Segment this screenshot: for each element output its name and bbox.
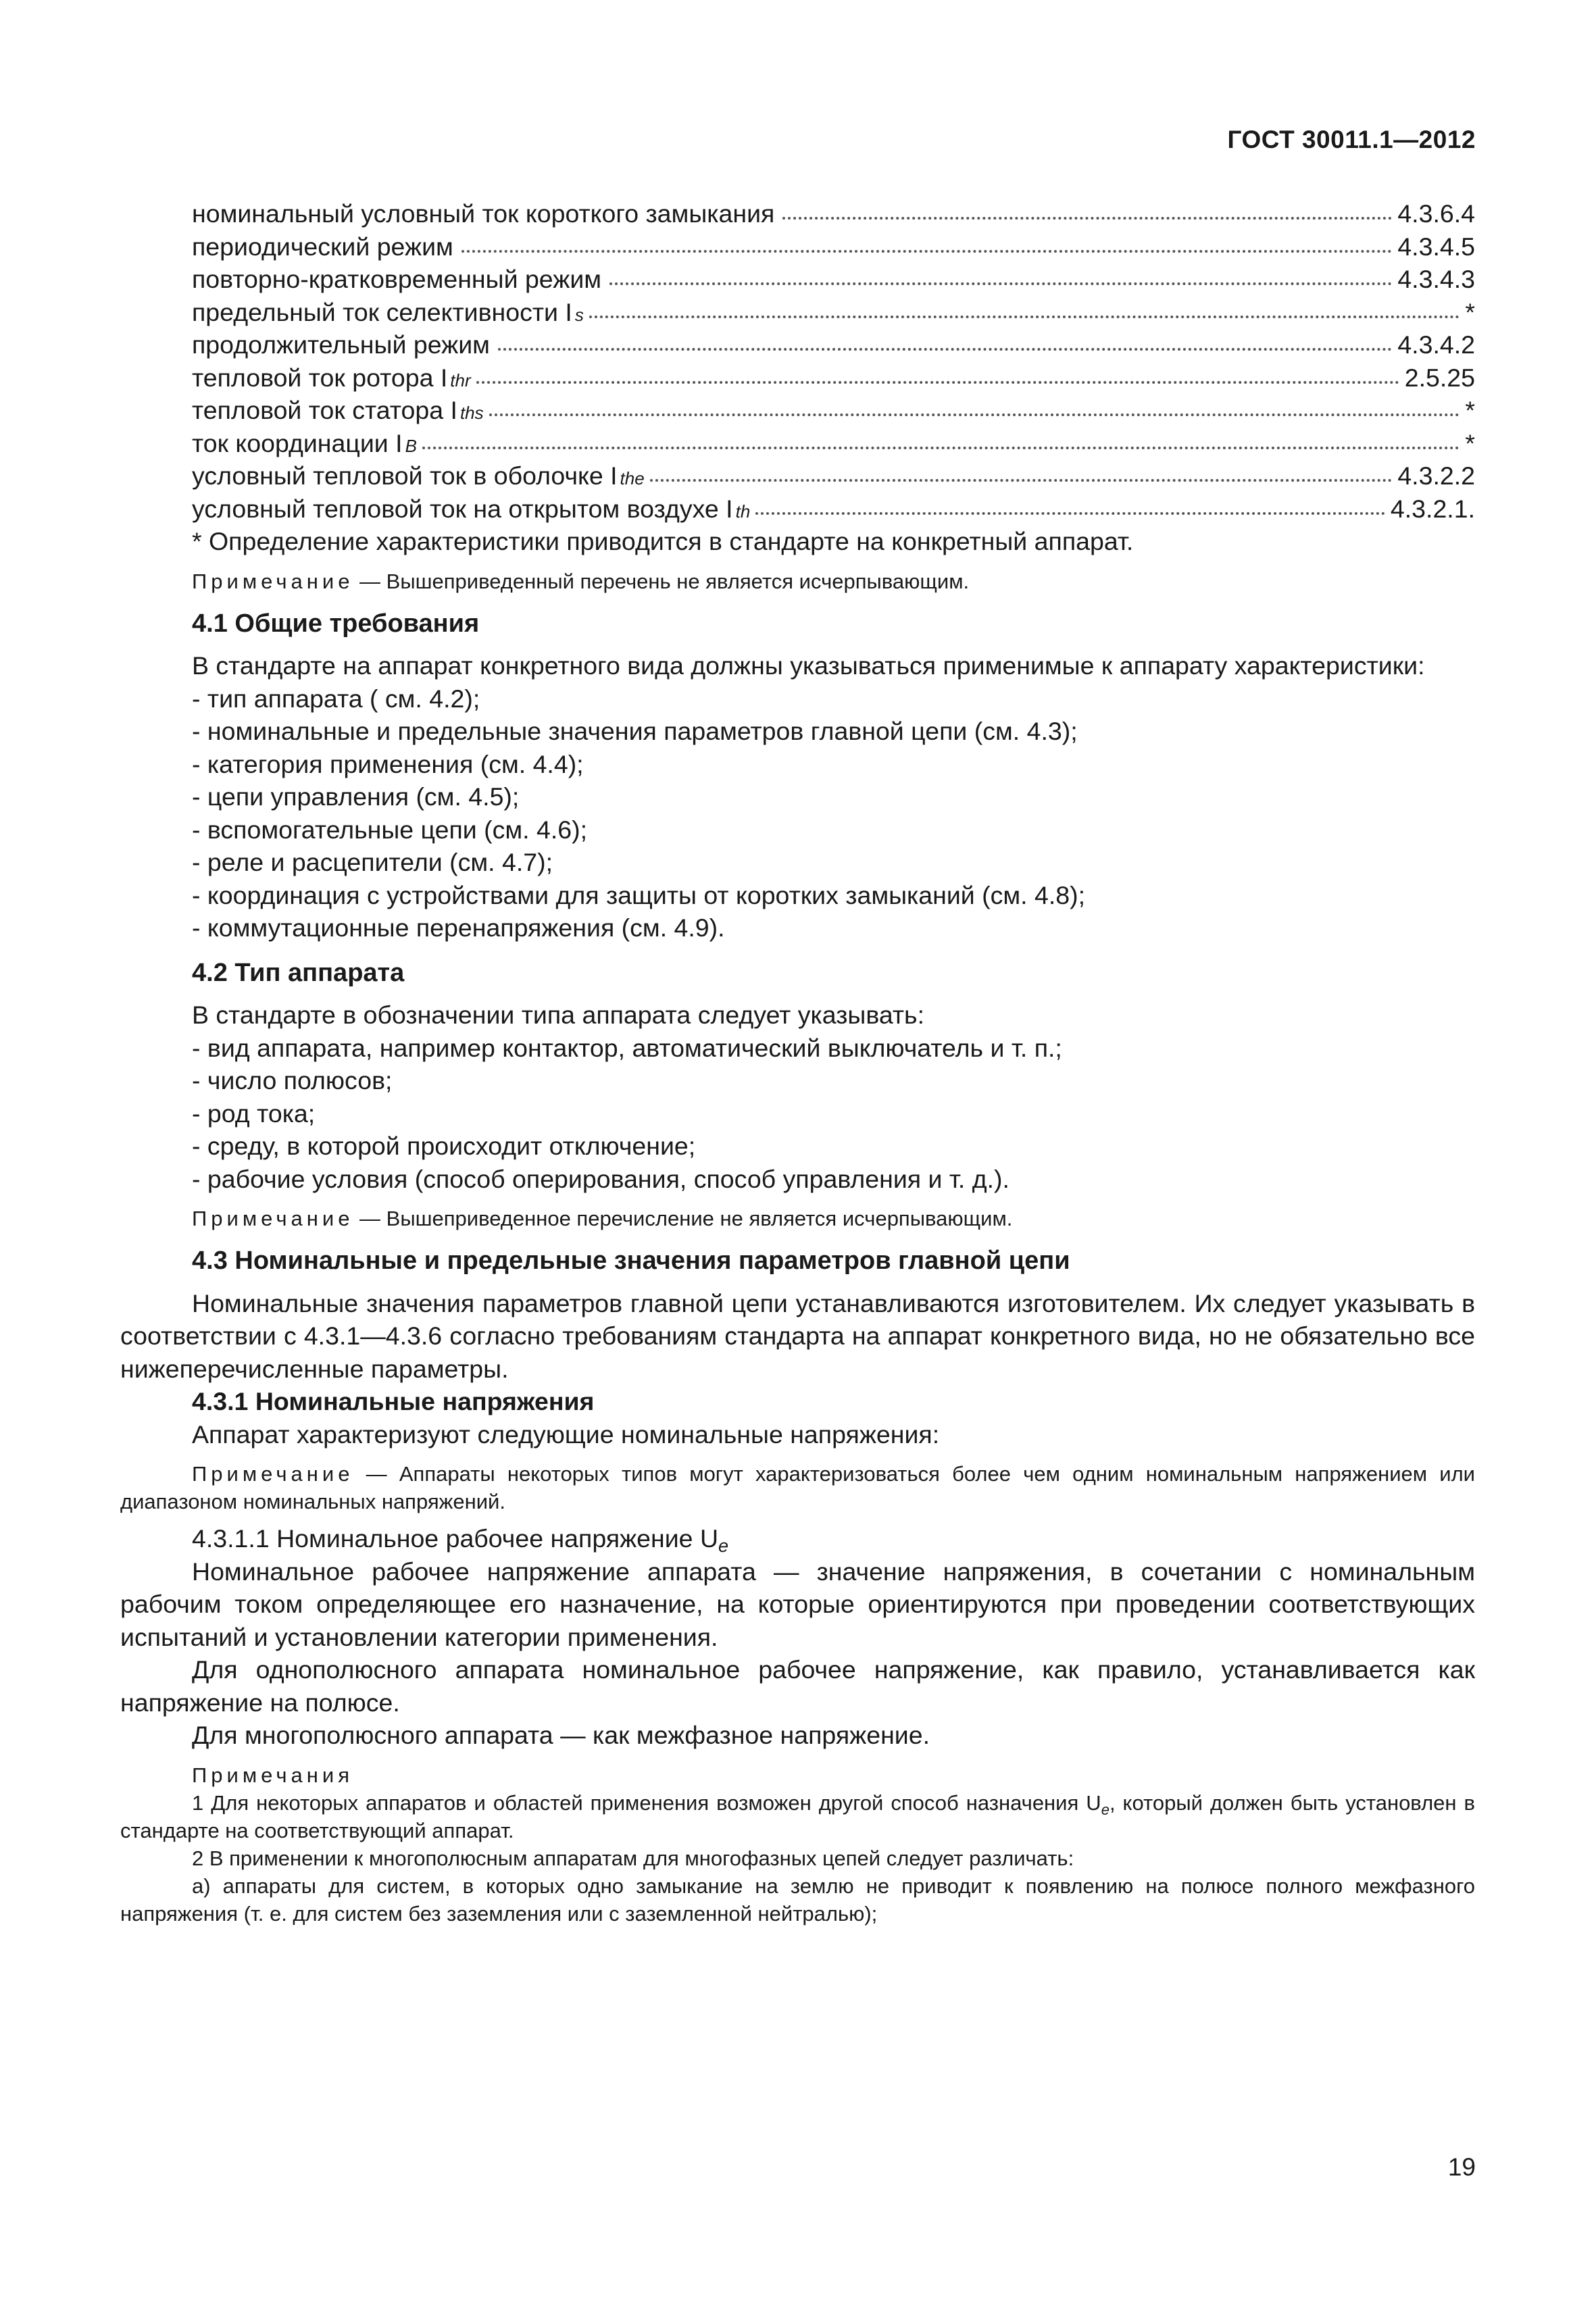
note-1-label: Примечание [192, 569, 354, 593]
toc-reference: 4.3.4.3 [1397, 265, 1475, 293]
note-3-label: Примечание [192, 1462, 354, 1486]
toc-footnote: * Определение характеристики приводится в стандарте на конкретный аппарат. [192, 527, 1134, 555]
toc-term: продолжительный режим [192, 330, 490, 359]
term-index-list [120, 197, 1475, 525]
toc-leader-dots [489, 393, 1460, 416]
section-4-3-1-1-para-1: Номинальное рабочее напряжение аппарата — значение напряжения, в сочетании с номинальным рабочим током определяющее его назначение, на которые ориентируются при проведении соответствующих испытаний и установлении категории применения. [120, 1557, 1475, 1651]
toc-term: номинальный условный ток короткого замыкания [192, 199, 775, 228]
list-item: - коммутационные перенапряжения (см. 4.9). [192, 913, 725, 942]
document-code: ГОСТ 30011.1—2012 [1227, 126, 1476, 153]
toc-leader-dots [462, 230, 1393, 253]
toc-reference: * [1465, 428, 1475, 457]
list-item: - тип аппарата ( см. 4.2); [192, 684, 480, 713]
toc-reference: 4.3.2.2 [1397, 461, 1475, 490]
toc-row [120, 263, 1475, 296]
list-item: - число полюсов; [192, 1066, 393, 1095]
list-item: - координация с устройствами для защиты от коротких замыканий (см. 4.8); [192, 880, 1086, 909]
section-4-3-1-1-heading: 4.3.1.1 Номинальное рабочее напряжение Ue [192, 1524, 729, 1556]
note-2-label: Примечание [192, 1207, 354, 1230]
notes-4 [120, 1761, 1475, 1928]
section-4-1-list [120, 682, 1475, 945]
toc-row: ток координации I B * [120, 427, 1475, 460]
section-4-2-intro: В стандарте в обозначении типа аппарата следует указывать: [192, 1001, 925, 1029]
list-item: - цепи управления (см. 4.5); [192, 782, 520, 811]
toc-term: тепловой ток статора I [192, 396, 457, 424]
list-item: - вид аппарата, например контактор, автоматический выключатель и т. п.; [192, 1033, 1062, 1062]
toc-leader-dots [476, 361, 1399, 384]
toc-reference: 4.3.4.2 [1397, 330, 1475, 359]
toc-leader-dots [609, 262, 1392, 285]
section-4-1-intro: В стандарте на аппарат конкретного вида должны указываться применимые к аппарату характеристики: [192, 651, 1425, 680]
list-item: - номинальные и предельные значения параметров главной цепи (см. 4.3); [192, 717, 1078, 745]
section-4-3-1-1-para-2: Для однополюсного аппарата номинальное рабочее напряжение, как правило, устанавливается как напряжение на полюсе. [120, 1655, 1475, 1717]
list-item: - категория применения (см. 4.4); [192, 749, 584, 778]
toc-reference: * [1465, 297, 1475, 326]
page-number: 19 [1447, 2153, 1476, 2181]
note-2 [120, 1205, 1475, 1232]
note-2-text: — Вышеприведенное перечисление не является исчерпывающим. [353, 1207, 1013, 1230]
toc-term: условный тепловой ток на открытом воздухе I [192, 494, 733, 523]
notes-4-item-2a: а) аппараты для систем, в которых одно замыкание на землю не приводит к появлению на полюсе полного межфазного напряжения (т. е. для систем без заземления или с заземленной нейтралью); [120, 1873, 1475, 1926]
toc-reference: 4.3.6.4 [1397, 199, 1475, 228]
note-3 [120, 1460, 1475, 1515]
section-4-2-heading: 4.2 Тип аппарата [192, 958, 405, 987]
toc-row: условный тепловой ток в оболочке I the 4.3.2.2 [120, 459, 1475, 493]
section-4-3-intro: Номинальные значения параметров главной цепи устанавливаются изготовителем. Их следует указывать в соответствии с 4.3.1—4.3.6 согласно требованиям стандарта на аппарат конкретного вида, но не обязательно все нижеперечисленные параметры. [120, 1288, 1475, 1383]
section-4-2-list [120, 1032, 1475, 1196]
toc-term: ток координации I [192, 428, 403, 457]
toc-leader-dots [650, 459, 1393, 482]
toc-leader-dots [422, 426, 1460, 449]
note-1 [120, 568, 1475, 595]
toc-leader-dots [782, 197, 1392, 220]
note-3-text: — Аппараты некоторых типов могут характеризоваться более чем одним номинальным напряжением или диапазоном номинальных напряжений. [120, 1462, 1475, 1513]
toc-reference: * [1465, 396, 1475, 424]
toc-term: условный тепловой ток в оболочке I [192, 461, 618, 490]
list-item: - вспомогательные цепи (см. 4.6); [192, 815, 588, 844]
toc-reference: 2.5.25 [1404, 363, 1475, 392]
toc-leader-dots [589, 295, 1460, 318]
toc-row [120, 197, 1475, 230]
toc-term: периодический режим [192, 232, 453, 261]
toc-row: предельный ток селективности I s * [120, 296, 1475, 329]
toc-term: повторно-кратковременный режим [192, 265, 602, 293]
note-1-text: — Вышеприведенный перечень не является исчерпывающим. [353, 569, 970, 593]
toc-leader-dots [755, 492, 1385, 515]
section-4-3-1-intro: Аппарат характеризуют следующие номинальные напряжения: [192, 1419, 940, 1449]
toc-row: условный тепловой ток на открытом воздухе I th 4.3.2.1. [120, 493, 1475, 526]
toc-row: тепловой ток ротора I thr 2.5.25 [120, 361, 1475, 395]
list-item: - рабочие условия (способ оперирования, способ управления и т. д.). [192, 1164, 1009, 1193]
toc-row [120, 328, 1475, 361]
notes-4-label: Примечания [192, 1763, 353, 1787]
toc-reference: 4.3.4.5 [1397, 232, 1475, 261]
toc-term: предельный ток селективности I [192, 297, 572, 326]
toc-row: тепловой ток статора I ths * [120, 394, 1475, 427]
page-content [120, 197, 1475, 1934]
notes-4-item-1: 1 Для некоторых аппаратов и областей применения возможен другой способ назначения $U_e$, который должен быть установлен в стандарте на соответствующий аппарат. [120, 1790, 1475, 1842]
toc-row [120, 230, 1475, 263]
section-4-3-heading: 4.3 Номинальные и предельные значения параметров главной цепи [192, 1247, 1070, 1275]
notes-4-item-2: 2 В применении к многополюсным аппаратам для многофазных цепей следует различать: [192, 1846, 1074, 1870]
list-item: - род тока; [192, 1099, 316, 1128]
toc-leader-dots [498, 328, 1392, 351]
toc-term: тепловой ток ротора I [192, 363, 448, 392]
section-4-3-1-heading: 4.3.1 Номинальные напряжения [192, 1387, 595, 1415]
list-item: - реле и расцепители (см. 4.7); [192, 848, 553, 876]
section-4-3-1-1-para-3: Для многополюсного аппарата — как межфазное напряжение. [192, 1721, 930, 1749]
section-4-1-heading: 4.1 Общие требования [192, 609, 480, 638]
list-item: - среду, в которой происходит отключение; [192, 1132, 696, 1160]
toc-reference: 4.3.2.1. [1390, 494, 1475, 523]
